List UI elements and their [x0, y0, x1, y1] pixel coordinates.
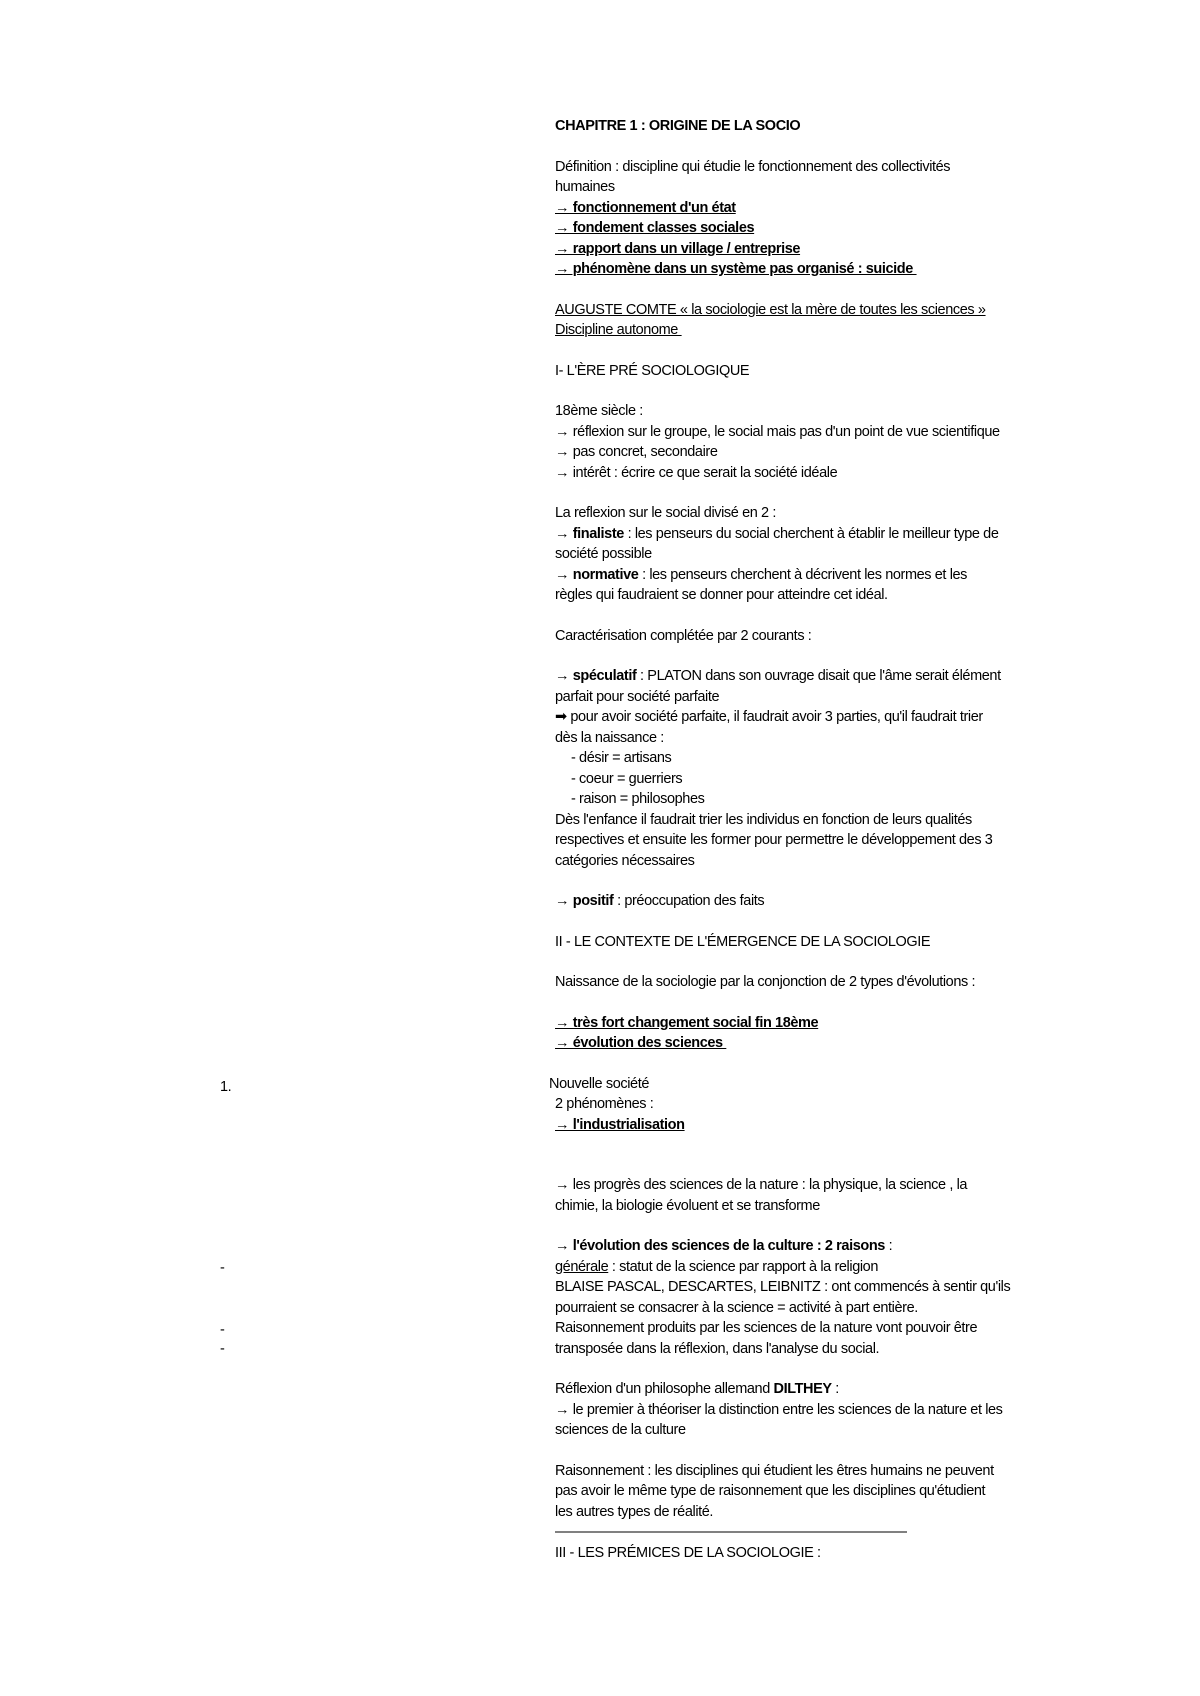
paragraph-line: générale : statut de la science par rapport à la religion — [555, 1258, 879, 1275]
list-item: - coeur = guerriers — [571, 770, 683, 787]
subsection-title: Nouvelle société — [549, 1075, 649, 1092]
term-generale: générale — [555, 1258, 609, 1275]
bullet-line: → intérêt : écrire ce que serait la société idéale — [555, 464, 838, 481]
term-speculatif: spéculatif — [572, 668, 637, 684]
definition-item: → phénomène dans un système pas organisé : suicide — [555, 261, 917, 277]
phenomene-item: → l'industrialisation — [555, 1116, 685, 1133]
bullet-line: → finaliste : les penseurs du social cherchent à établir le meilleur type de — [555, 525, 999, 542]
paragraph-line: respectives et ensuite les former pour permettre le développement des 3 — [555, 832, 993, 848]
paragraph-line: parfait pour société parfaite — [555, 688, 720, 705]
definition-item: → rapport dans un village / entreprise — [555, 240, 801, 257]
term-normative: normative — [572, 566, 639, 583]
comte-quote: AUGUSTE COMTE « la sociologie est la mère de toutes les sciences » — [555, 301, 986, 318]
paragraph-line: transposée dans la réflexion, dans l'analyse du social. — [555, 1340, 880, 1357]
paragraph-line: Caractérisation complétée par 2 courants : — [555, 627, 812, 644]
bullet-line: → positif : préoccupation des faits — [555, 893, 765, 909]
paragraph-line: pas avoir le même type de raisonnement que les disciplines qu'étudient — [555, 1483, 986, 1499]
paragraph-line: Naissance de la sociologie par la conjonction de 2 types d'évolutions : — [555, 974, 976, 990]
paragraph-line: catégories nécessaires — [555, 852, 695, 869]
paragraph-line: société possible — [555, 546, 652, 562]
definition-line: humaines — [555, 179, 615, 195]
chapter-title: CHAPITRE 1 : ORIGINE DE LA SOCIO — [555, 118, 801, 134]
comte-line: Discipline autonome — [555, 322, 682, 338]
name-dilthey: DILTHEY — [773, 1381, 832, 1397]
main-column — [549, 116, 1115, 1563]
list-item: - désir = artisans — [571, 750, 672, 766]
paragraph-line: Réflexion d'un philosophe allemand DILTHEY : — [555, 1381, 839, 1397]
paragraph-line: ➡ pour avoir société parfaite, il faudrait avoir 3 parties, qu'il faudrait trier — [555, 709, 983, 725]
paragraph-line: → les progrès des sciences de la nature : la physique, la science , la — [555, 1177, 968, 1193]
paragraph-line: Raisonnement produits par les sciences de la nature vont pouvoir être — [555, 1320, 978, 1336]
bullet-line: → réflexion sur le groupe, le social mais pas d'un point de vue scientifique — [555, 423, 1000, 440]
list-dash: - — [220, 1260, 225, 1276]
paragraph-line: Raisonnement : les disciplines qui étudient les êtres humains ne peuvent — [555, 1462, 994, 1479]
evolution-item: → évolution des sciences — [555, 1035, 727, 1051]
bullet-line: → spéculatif : PLATON dans son ouvrage disait que l'âme serait élément — [555, 668, 1001, 684]
definition-line: Définition : discipline qui étudie le fonctionnement des collectivités — [555, 158, 951, 175]
definition-item: → fondement classes sociales — [555, 220, 755, 236]
paragraph-line: BLAISE PASCAL, DESCARTES, LEIBNITZ : ont commencés à sentir qu'ils — [555, 1279, 1011, 1295]
bullet-line: → normative : les penseurs cherchent à décrivent les normes et les — [555, 566, 968, 583]
paragraph-line: règles qui faudraient se donner pour atteindre cet idéal. — [555, 587, 888, 603]
list-item: - raison = philosophes — [571, 791, 705, 807]
section-heading: I- L'ÈRE PRÉ SOCIOLOGIQUE — [555, 362, 750, 379]
section-heading: II - LE CONTEXTE DE L'ÉMERGENCE DE LA SOCIOLOGIE — [555, 933, 931, 950]
term-positif: positif — [572, 893, 614, 909]
separator-rule: —————————————————————————— — [555, 1524, 906, 1540]
paragraph-line: → l'évolution des sciences de la culture : 2 raisons : — [555, 1238, 893, 1254]
evolution-item: → très fort changement social fin 18ème — [555, 1014, 819, 1031]
paragraph-line: 18ème siècle : — [555, 403, 643, 419]
paragraph-line: chimie, la biologie évoluent et se transforme — [555, 1197, 820, 1214]
bullet-line: → pas concret, secondaire — [555, 444, 718, 460]
section-heading: III - LES PRÉMICES DE LA SOCIOLOGIE : — [555, 1544, 821, 1561]
list-dash: - — [220, 1322, 225, 1338]
definition-item: → fonctionnement d'un état — [555, 199, 736, 216]
paragraph-line: Dès l'enfance il faudrait trier les individus en fonction de leurs qualités — [555, 811, 972, 828]
paragraph-line: dès la naissance : — [555, 729, 664, 746]
paragraph-line: sciences de la culture — [555, 1422, 686, 1438]
paragraph-line: 2 phénomènes : — [555, 1096, 654, 1112]
paragraph-line: pourraient se consacrer à la science = activité à part entière. — [555, 1299, 918, 1316]
paragraph-line: → le premier à théoriser la distinction entre les sciences de la nature et les — [555, 1401, 1003, 1418]
term-finaliste: finaliste — [572, 525, 624, 542]
list-number: 1. — [220, 1079, 232, 1095]
paragraph-line: les autres types de réalité. — [555, 1503, 714, 1520]
list-dash: - — [220, 1341, 225, 1357]
paragraph-line: La reflexion sur le social divisé en 2 : — [555, 505, 776, 521]
